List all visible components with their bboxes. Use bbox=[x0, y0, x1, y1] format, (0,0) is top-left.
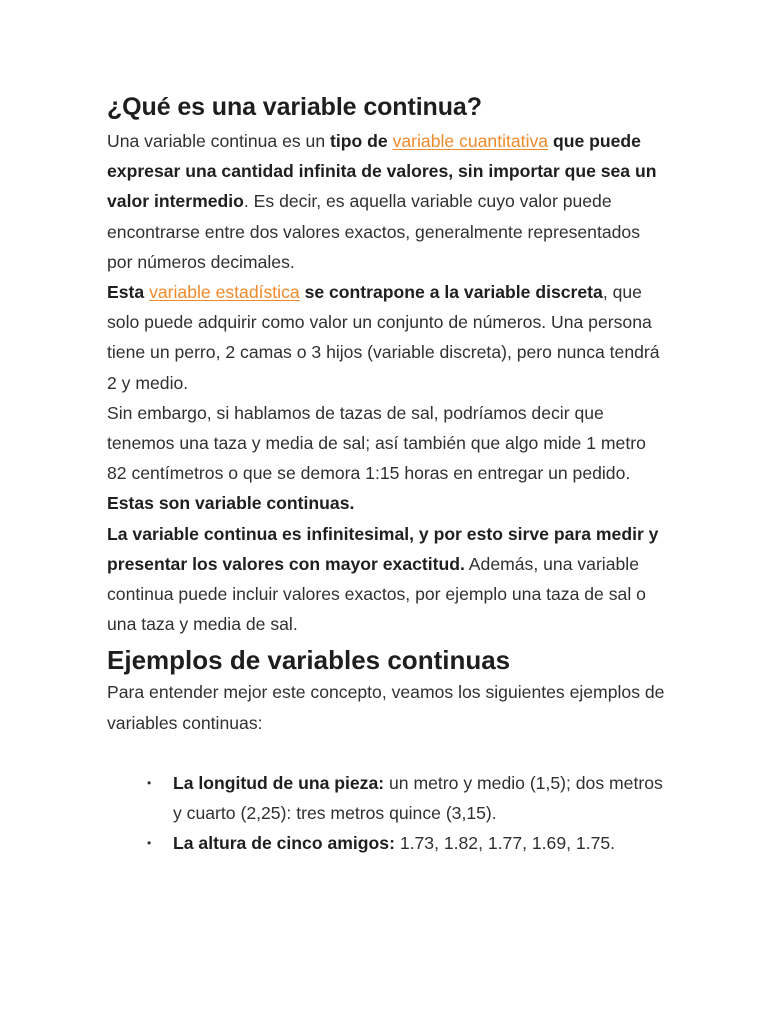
text-segment: . Es decir, es aquella variable cuyo valor puede encontrarse entre dos valores exactos, generalmente representados por números decimales. bbox=[107, 191, 641, 272]
paragraph-examples-salt bbox=[107, 398, 667, 519]
text-segment: Además, una variable continua puede incluir valores exactos, por ejemplo una taza de sal o una taza y media de sal. bbox=[107, 553, 646, 635]
list-item-text: 1.73, 1.82, 1.77, 1.69, 1.75. bbox=[394, 833, 616, 854]
list-item bbox=[107, 828, 667, 858]
text-segment: Sin embargo, si hablamos de tazas de sal, podríamos decir que tenemos una taza y media de sal; así también que algo mide 1 metro 82 centímetros o que se demora 1:15 horas en entregar un pedido. bbox=[107, 402, 646, 484]
examples-list bbox=[107, 768, 667, 859]
paragraph-contrast bbox=[107, 277, 667, 398]
bold-segment: que puede expresar una cantidad infinita de valores, sin importar que sea un valor intermedio bbox=[107, 131, 657, 212]
bold-segment: tipo de bbox=[330, 131, 388, 151]
list-item bbox=[107, 768, 667, 828]
list-item-label: La altura de cinco amigos: bbox=[173, 833, 395, 854]
text-segment: , que solo puede adquirir como valor un conjunto de números. Una persona tiene un perro, 2 camas o 3 hijos (variable discreta), pero nunca tendrá 2 y medio. bbox=[107, 282, 660, 393]
paragraph-definition bbox=[107, 126, 667, 277]
heading-examples: Ejemplos de variables continuas bbox=[107, 645, 511, 676]
bullet-icon: • bbox=[147, 775, 152, 790]
bold-segment: se contrapone a la variable discreta bbox=[304, 282, 603, 303]
paragraph-infinitesimal bbox=[107, 519, 667, 640]
article bbox=[107, 88, 667, 858]
bold-segment: La variable continua es infinitesimal, y por esto sirve para medir y presentar los valores con mayor exactitud. bbox=[107, 523, 659, 574]
text-segment: Una variable continua es un bbox=[107, 131, 330, 151]
heading-what-is-continuous-variable: ¿Qué es una variable continua? bbox=[107, 93, 482, 121]
list-item-label: La longitud de una pieza: bbox=[173, 772, 385, 793]
bold-segment: Estas son variable continuas. bbox=[107, 493, 355, 514]
list-item-text: un metro y medio (1,5); dos metros y cuarto (2,25): tres metros quince (3,15). bbox=[173, 772, 663, 824]
bullet-icon: • bbox=[147, 836, 152, 851]
link-variable-estadistica[interactable]: variable estadística bbox=[149, 282, 300, 303]
paragraph-examples-intro: Para entender mejor este concepto, veamos los siguientes ejemplos de variables continuas: bbox=[107, 682, 665, 733]
link-variable-cuantitativa[interactable]: variable cuantitativa bbox=[392, 131, 549, 151]
bold-segment: Esta bbox=[107, 282, 145, 303]
